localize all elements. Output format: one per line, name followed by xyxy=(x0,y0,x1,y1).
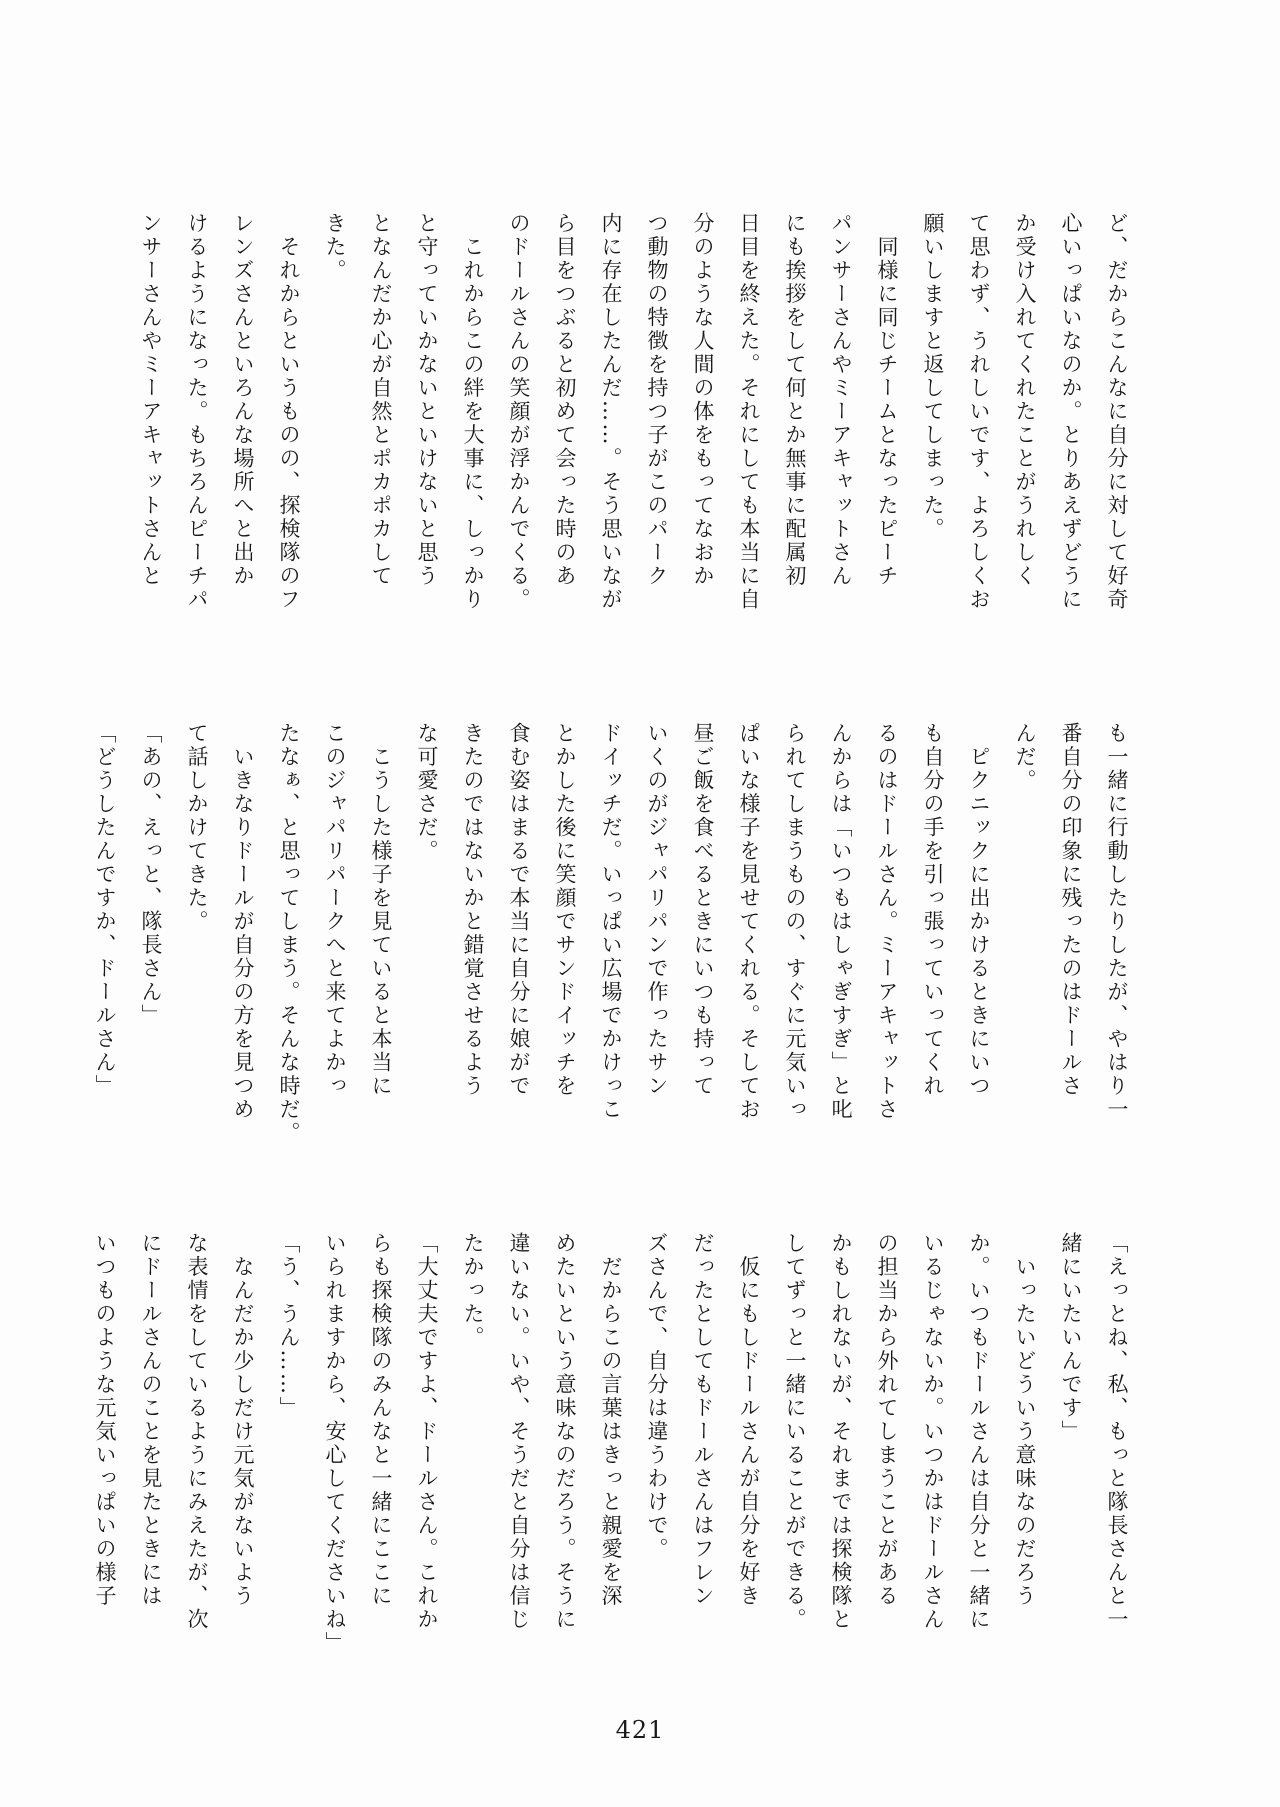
text-line: かもしれないが、それまでは探検隊と xyxy=(829,1232,853,1632)
text-line: られてしまうものの、すぐに元気いっ xyxy=(783,722,807,1122)
text-line: けるようになった。もちろんピーチパ xyxy=(185,212,209,612)
text-line: 日目を終えた。それにしても本当に自 xyxy=(737,212,761,612)
text-line: 願いしますと返してしまった。 xyxy=(921,212,945,541)
text-line: 緒にいたいんです」 xyxy=(1059,1232,1083,1444)
text-line: 違いない。いや、そうだと自分は信じ xyxy=(507,1232,531,1632)
text-line: て思わず、うれしいです、よろしくお xyxy=(967,212,991,612)
text-line: も自分の手を引っ張っていってくれ xyxy=(921,722,945,1098)
text-line: だからこの言葉はきっと親愛を深 xyxy=(599,1232,623,1608)
text-line: いったいどういう意味なのだろう xyxy=(1013,1232,1037,1608)
text-line: 「う、うん……」 xyxy=(277,1232,301,1420)
text-line: たかった。 xyxy=(461,1232,485,1350)
text-line: となんだか心が自然とポカポカして xyxy=(369,212,393,588)
text-line: 番自分の印象に残ったのはドールさ xyxy=(1059,722,1083,1098)
text-line: のドールさんの笑顔が浮かんでくる。 xyxy=(507,212,531,612)
text-line: いるじゃないか。いつかはドールさん xyxy=(921,1232,945,1632)
text-line: んだ。 xyxy=(1013,722,1037,793)
text-line: それからというものの、探検隊のフ xyxy=(277,212,301,612)
text-line: いくのがジャパリパンで作ったサン xyxy=(645,722,669,1098)
text-line: 分のような人間の体をもってなおか xyxy=(691,212,715,588)
text-line: な表情をしているようにみえたが、次 xyxy=(185,1232,209,1632)
text-line: だったとしてもドールさんはフレン xyxy=(691,1232,715,1608)
text-line: パンサーさんやミーアキャットさん xyxy=(829,212,853,588)
text-line: ドイッチだ。いっぱい広場でかけっこ xyxy=(599,722,623,1122)
text-line: 「どうしたんですか、ドールさん」 xyxy=(93,722,117,1098)
text-line: 心いっぱいなのか。とりあえずどうに xyxy=(1059,212,1083,612)
page-number: 421 xyxy=(615,1716,665,1744)
text-line: いられますから、安心してくださいね」 xyxy=(323,1232,347,1655)
text-line: るのはドールさん。ミーアキャットさ xyxy=(875,722,899,1122)
text-line: 「大丈夫ですよ、ドールさん。これか xyxy=(415,1232,439,1632)
text-line: の担当から外れてしまうことがある xyxy=(875,1232,899,1608)
text-line: 「あの、えっと、隊長さん」 xyxy=(139,722,163,1028)
text-line: な可愛さだ。 xyxy=(415,722,439,863)
text-line: 内に存在したんだ……。そう思いなが xyxy=(599,212,623,612)
text-line: このジャパリパークへと来てよかっ xyxy=(323,722,347,1098)
text-line: らも探検隊のみんなと一緒にここに xyxy=(369,1232,393,1608)
text-line: か受け入れてくれたことがうれしく xyxy=(1013,212,1037,588)
text-line: たなぁ、と思ってしまう。そんな時だ。 xyxy=(277,722,301,1145)
text-line: にドールさんのことを見たときには xyxy=(139,1232,163,1608)
text-block-top xyxy=(128,212,1140,612)
text-line: んからは「いつもはしゃぎすぎ」と叱 xyxy=(829,722,853,1122)
text-line: ぱいな様子を見せてくれる。そしてお xyxy=(737,722,761,1122)
text-line: ど、だからこんなに自分に対して好奇 xyxy=(1105,212,1129,612)
text-line: レンズさんといろんな場所へと出か xyxy=(231,212,255,588)
text-line: ピクニックに出かけるときにいつ xyxy=(967,722,991,1098)
text-line: つ動物の特徴を持つ子がこのパーク xyxy=(645,212,669,588)
text-line: なんだか少しだけ元気がないよう xyxy=(231,1232,255,1608)
text-line: て話しかけてきた。 xyxy=(185,722,209,934)
text-line: きた。 xyxy=(323,212,347,283)
text-block-middle xyxy=(82,722,1140,1145)
text-line: いつものような元気いっぱいの様子 xyxy=(93,1232,117,1608)
text-line: してずっと一緒にいることができる。 xyxy=(783,1232,807,1632)
text-line: 昼ご飯を食べるときにいつも持って xyxy=(691,722,715,1098)
text-line: こうした様子を見ていると本当に xyxy=(369,722,393,1098)
text-line: と守っていかないといけないと思う xyxy=(415,212,439,588)
text-line: きたのではないかと錯覚させるよう xyxy=(461,722,485,1098)
text-line: ンサーさんやミーアキャットさんと xyxy=(139,212,163,588)
text-block-bottom xyxy=(82,1232,1140,1655)
text-line: も一緒に行動したりしたが、やはり一 xyxy=(1105,722,1129,1122)
text-line: ら目をつぶると初めて会った時のあ xyxy=(553,212,577,588)
text-line: いきなりドールが自分の方を見つめ xyxy=(231,722,255,1122)
text-line: 「えっとね、私、もっと隊長さんと一 xyxy=(1105,1232,1129,1632)
text-line: 仮にもしドールさんが自分を好き xyxy=(737,1232,761,1608)
text-line: 食む姿はまるで本当に自分に娘がで xyxy=(507,722,531,1098)
text-line: ズさんで、自分は違うわけで。 xyxy=(645,1232,669,1561)
text-line: めたいという意味なのだろう。そうに xyxy=(553,1232,577,1632)
text-line: 同様に同じチームとなったピーチ xyxy=(875,212,899,588)
text-line: これからこの絆を大事に、しっかり xyxy=(461,212,485,612)
text-line: とかした後に笑顔でサンドイッチを xyxy=(553,722,577,1098)
text-line: にも挨拶をして何とか無事に配属初 xyxy=(783,212,807,588)
text-line: か。いつもドールさんは自分と一緒に xyxy=(967,1232,991,1632)
